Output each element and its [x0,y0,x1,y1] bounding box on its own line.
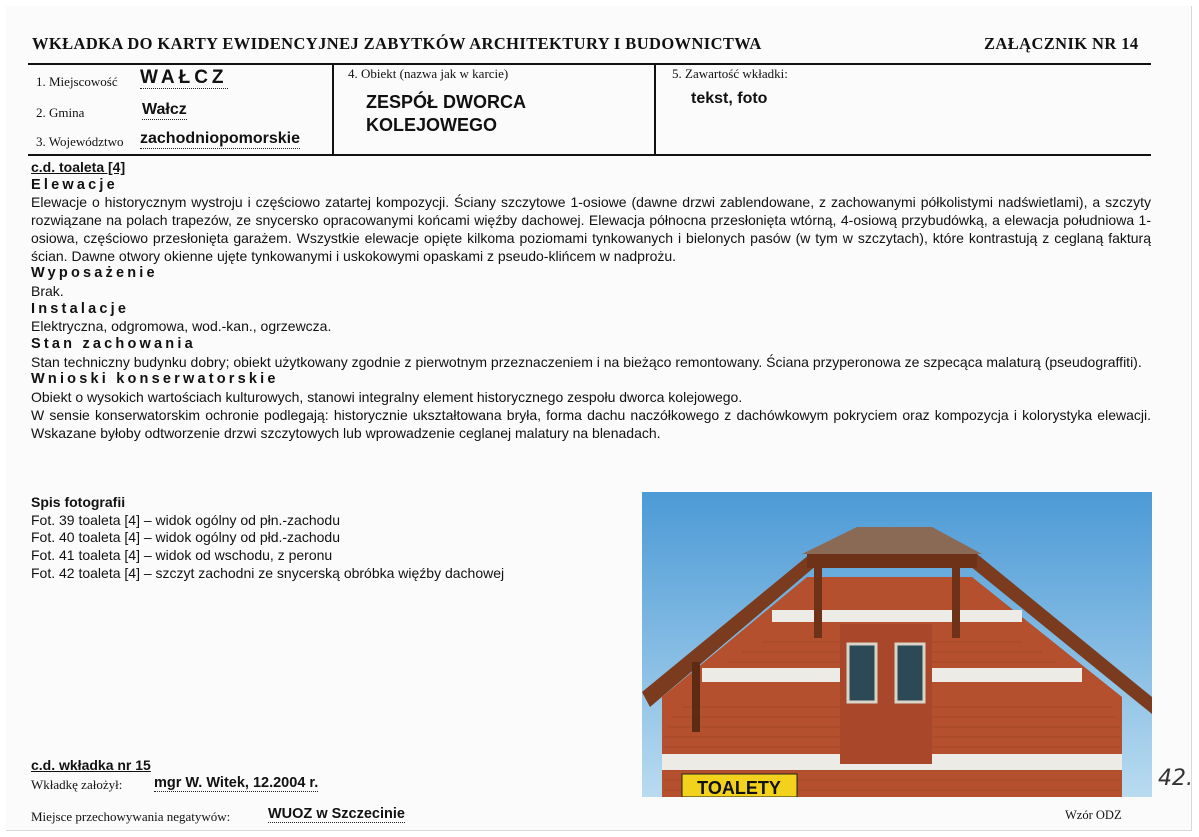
handwritten-photo-number: 42. [1158,766,1193,791]
description-body [31,159,1151,442]
building-photo [642,492,1152,797]
locality-value: WAŁCZ [140,67,228,88]
object-name-line2: KOLEJOWEGO [366,115,498,135]
wyposazenie-text: Brak. [31,282,64,299]
elewacje-heading: Elewacje [31,176,118,193]
white-band-3 [772,610,1022,622]
rafter-left [814,568,822,638]
photo-list [31,494,504,583]
instalacje-text: Elektryczna, odgromowa, wod.-kan., ogrzewcza. [31,318,332,335]
wnioski-text-2: W sensie konserwatorskim ochronie podlegają: historycznie ukształtowana bryła, forma dachu naczółkowego z dachówkowym pokryciem oraz kompozycja i kolorystyka elewacji. Wskazane byłoby odtworzenie drzwi szczytowych lub wprowadzenie ceglanej malatury na blenadach. [31,406,1151,441]
commune-value: Wałcz [142,101,187,118]
object-label: 4. Obiekt (nazwa jak w karcie) [348,66,509,81]
object-name-line1: ZESPÓŁ DWORCA [366,92,526,112]
header-rule-bottom [28,154,1151,156]
photo-list-item: Fot. 41 toaleta [4] – widok od wschodu, z peronu [31,547,333,564]
created-by-label: Wkładkę założył: [31,777,123,792]
photo-illustration [642,492,1152,797]
document-title: WKŁADKA DO KARTY EWIDENCYJNEJ ZABYTKÓW ARCHITEKTURY I BUDOWNICTWA [32,34,762,53]
photo-list-heading: Spis fotografii [31,494,126,510]
negatives-storage-label: Miejsce przechowywania negatywów: [31,809,231,824]
content-label: 5. Zawartość wkładki: [672,66,788,81]
wnioski-text-1: Obiekt o wysokich wartościach kulturowych, stanowi integralny element historycznego zespołu dworca kolejowego. [31,389,743,406]
rafter-end-left [692,662,700,732]
voivodeship-label: 3. Województwo [36,134,124,149]
wnioski-heading: Wnioski konserwatorskie [31,371,279,388]
window-left [848,644,876,702]
header-rule-top [28,63,1151,65]
rafter-right [952,568,960,638]
wyposazenie-heading: Wyposażenie [31,265,158,282]
voivodeship-value: zachodniopomorskie [140,130,301,147]
toalety-sign-text: TOALETY [697,778,781,797]
divider-1 [332,63,334,156]
window-right [896,644,924,702]
annex-number: ZAŁĄCZNIK NR 14 [984,34,1139,53]
photo-list-item: Fot. 42 toaleta [4] – szczyt zachodni ze snycerską obróbka więźby dachowej [31,564,505,581]
divider-2 [654,63,656,156]
object-name [366,91,626,137]
content-value: tekst, foto [691,90,768,107]
next-insert: c.d. wkładka nr 15 [31,757,151,773]
stan-heading: Stan zachowania [31,336,196,353]
negatives-storage-value: WUOZ w Szczecinie [268,806,405,822]
elewacje-text: Elewacje o historycznym wystroju i częściowo zatartej kompozycji. Ściany szczytowe 1-osiowe (dawne drzwi zablendowane, z zachowanymi półkolistymi nadświetlami), a szczyty rozwiązane na polach trapezów, ze snycersko opracowanymi końcami więźby dachowej. Elewacja północna przesłonięta wtórną, 4-osiową przybudówką, a elewacja południowa 1-osiowa, częściowo przesłonięta garażem. Wszystkie elewacje opięte kilkoma poziomami tynkowanych i bielonych pasów (w tym w szczytach), które kontrastują z ceglaną fakturą ścian. Dawne otwory okienne ujęte tynkowanymi i uskokowymi opaskami z pseudo-klińcem w nadprożu. [31,194,1151,264]
stan-text: Stan techniczny budynku dobry; obiekt użytkowany zgodnie z pierwotnym przeznaczeniem i na bieżąco remontowany. Ściana przyperonowa ze szpecąca malaturą (pseudograffiti). [31,353,1142,370]
photo-list-item: Fot. 40 toaleta [4] – widok ogólny od płd.-zachodu [31,529,340,546]
locality-label: 1. Miejscowość [36,74,118,89]
page-sheet [6,6,1192,831]
roof-beam [807,554,977,568]
commune-label: 2. Gmina [36,105,85,120]
instalacje-heading: Instalacje [31,300,130,317]
continuation-heading: c.d. toaleta [4] [31,159,126,175]
form-pattern: Wzór ODZ [1065,808,1122,822]
photo-list-item: Fot. 39 toaleta [4] – widok ogólny od płn.-zachodu [31,511,340,528]
created-by-value: mgr W. Witek, 12.2004 r. [154,775,319,791]
